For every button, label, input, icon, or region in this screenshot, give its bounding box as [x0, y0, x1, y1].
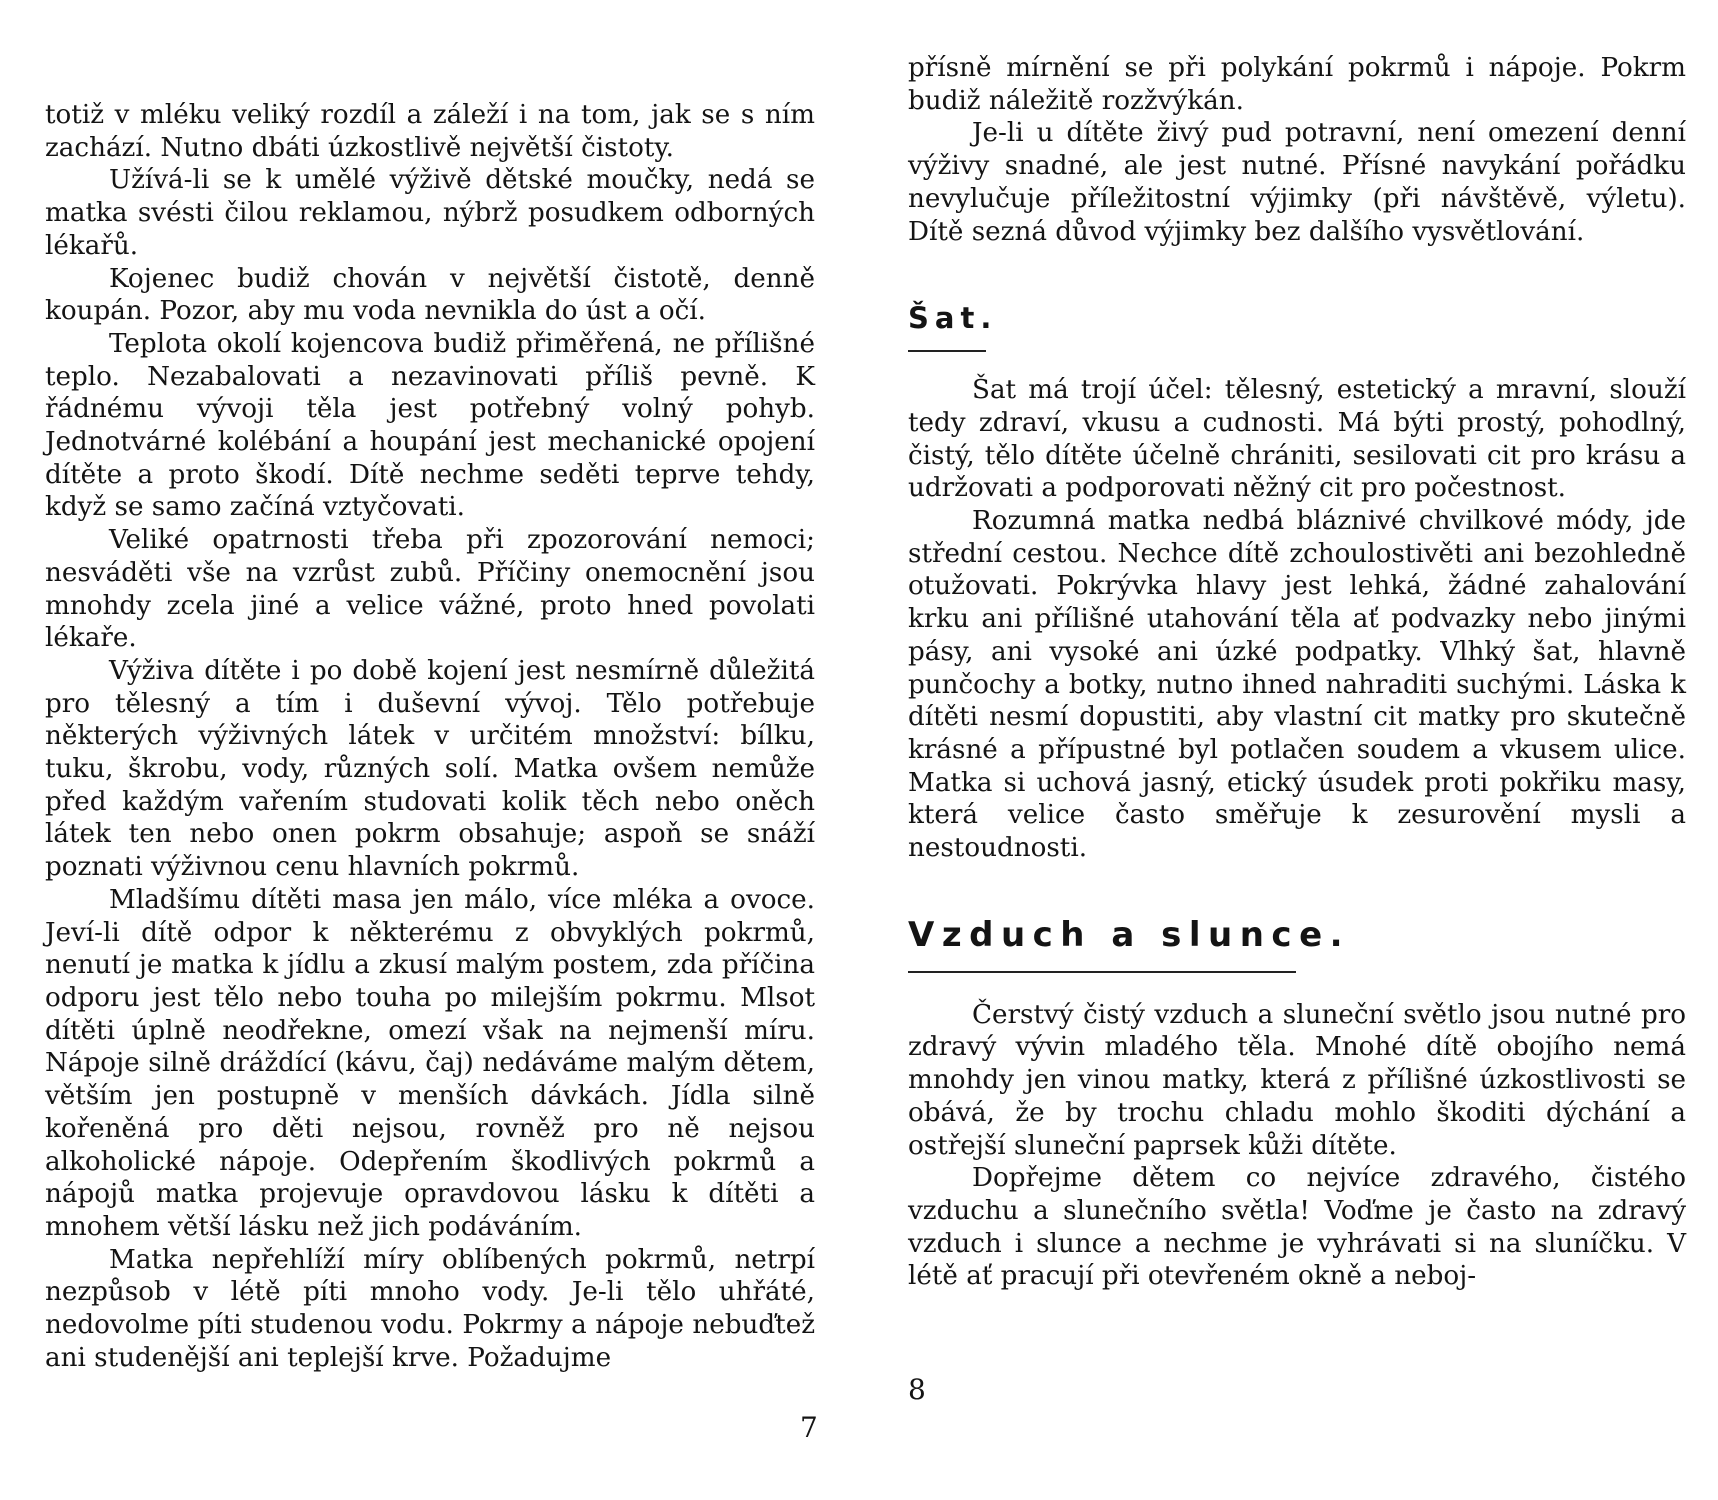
- left-paragraph-4: Teplota okolí kojencova budiž přiměřená, ne přílišné teplo. Nezabalovati a nezavinovati příliš pevně. K řádnému vývoji těla jest potřebný volný pohyb. Jednotvárné kolébání a houpání jest mechanické opojení dítěte a proto škodí. Dítě nechme seděti teprve tehdy, když se samo začíná vztyčovati.: [45, 328, 815, 523]
- right-page-number: 8: [908, 1373, 926, 1406]
- left-paragraph-6: Výživa dítěte i po době kojení jest nesmírně důležitá pro tělesný a tím i duševní vývoj. Tělo potřebuje některých výživných látek v určitém množství: bílku, tuku, škrobu, vody, různých solí. Matka ovšem nemůže před každým vařením studovati kolik těch nebo oněch látek ten nebo onen pokrm obsahuje; aspoň se snáží poznati výživnou cenu hlavních pokrmů.: [45, 655, 815, 883]
- left-page-number: 7: [800, 1411, 818, 1444]
- sat-paragraph-2: Rozumná matka nedbá bláznivé chvilkové módy, jde střední cestou. Nechce dítě zchoulostivěti ani bezohledně otužovati. Pokrývka hlavy jest lehká, žádné zahalování krku ani přílišné utahování těla ať podvazky nebo jinými pásy, ani vysoké ani úzké podpatky. Vlhký šat, hlavně punčochy a botky, nutno ihned nahraditi suchými. Láska k dítěti nesmí dopustiti, aby vlastní cit matky pro skutečně krásné a přípustné byl potlačen soudem a vkusem ulice. Matka si uchová jasný, etický úsudek proti pokřiku masy, která velice často směřuje k zesurovění mysli a nestoudnosti.: [908, 506, 1686, 864]
- sat-paragraph-1: Šat má trojí účel: tělesný, estetický a mravní, slouží tedy zdraví, vkusu a cudnosti. Má býti prostý, pohodlný, čistý, tělo dítěte účelně chrániti, sesilovati cit pro krásu a udržovati a podporovati něžný cit pro počestnost.: [908, 375, 1686, 504]
- section-heading-vzduch-a-slunce: Vzduch a slunce.: [908, 914, 1351, 955]
- right-page: [908, 0, 1686, 1293]
- vzduch-paragraph-1: Čerstvý čistý vzduch a sluneční světlo jsou nutné pro zdravý vývin mladého těla. Mnohé dítě obojího nemá mnohdy jen vinou matky, která z přílišné úzkostlivosti se obává, že by trochu chladu mohlo škoditi dýchání a ostřejší sluneční paprsek kůži dítěte.: [908, 999, 1686, 1161]
- heading-underline-vzduch-a-slunce: [908, 971, 1296, 973]
- right-intro-paragraph-1: přísně mírnění se při polykání pokrmů i nápoje. Pokrm budiž náležitě rozžvýkán.: [908, 53, 1686, 116]
- left-paragraph-2: Užívá-li se k umělé výživě dětské moučky, nedá se matka svésti čilou reklamou, nýbrž posudkem odborných lékařů.: [45, 165, 815, 261]
- section-heading-sat: Šat.: [908, 301, 998, 336]
- vzduch-paragraph-2: Dopřejme dětem co nejvíce zdravého, čistého vzduchu a slunečního světla! Voďme je často na zdravý vzduch i slunce a nechme je vyhrávati si na sluníčku. V létě ať pracují při otevřeném okně a neboj-: [908, 1163, 1686, 1292]
- left-paragraph-1: totiž v mléku veliký rozdíl a záleží i na tom, jak se s ním zachází. Nutno dbáti úzkostlivě největší čistoty.: [45, 100, 815, 163]
- left-page: [45, 0, 815, 1374]
- left-paragraph-5: Veliké opatrnosti třeba při zpozorování nemoci; nesváděti vše na vzrůst zubů. Příčiny onemocnění jsou mnohdy zcela jiné a velice vážné, proto hned povolati lékaře.: [45, 525, 815, 654]
- left-paragraph-7: Mladšímu dítěti masa jen málo, více mléka a ovoce. Jeví-li dítě odpor k některému z obvyklých pokrmů, nenutí je matka k jídlu a zkusí malým postem, zda příčina odporu jest tělo nebo touha po milejším pokrmu. Mlsot dítěti úplně neodřekne, omezí však na nejmenší míru. Nápoje silně dráždící (kávu, čaj) nedáváme malým dětem, větším jen postupně v menších dávkách. Jídla silně kořeněná pro děti nejsou, rovněž pro ně nejsou alkoholické nápoje. Odepřením škodlivých pokrmů a nápojů matka projevuje opravdovou lásku k dítěti a mnohem větší lásku než jich podáváním.: [45, 884, 815, 1242]
- right-intro-paragraph-2: Je-li u dítěte živý pud potravní, není omezení denní výživy snadné, ale jest nutné. Přísné navykání pořádku nevylučuje příležitostní výjimky (při návštěvě, výletu). Dítě sezná důvod výjimky bez dalšího vysvětlování.: [908, 118, 1686, 247]
- heading-underline-sat: [908, 350, 986, 352]
- left-paragraph-3: Kojenec budiž chován v největší čistotě, denně koupán. Pozor, aby mu voda nevnikla do úst a očí.: [45, 263, 815, 327]
- left-paragraph-8: Matka nepřehlíží míry oblíbených pokrmů, netrpí nezpůsob v létě píti mnoho vody. Je-li tělo uhřáté, nedovolme píti studenou vodu. Pokrmy a nápoje nebuďtež ani studenější ani teplejší krve. Požadujme: [45, 1244, 815, 1373]
